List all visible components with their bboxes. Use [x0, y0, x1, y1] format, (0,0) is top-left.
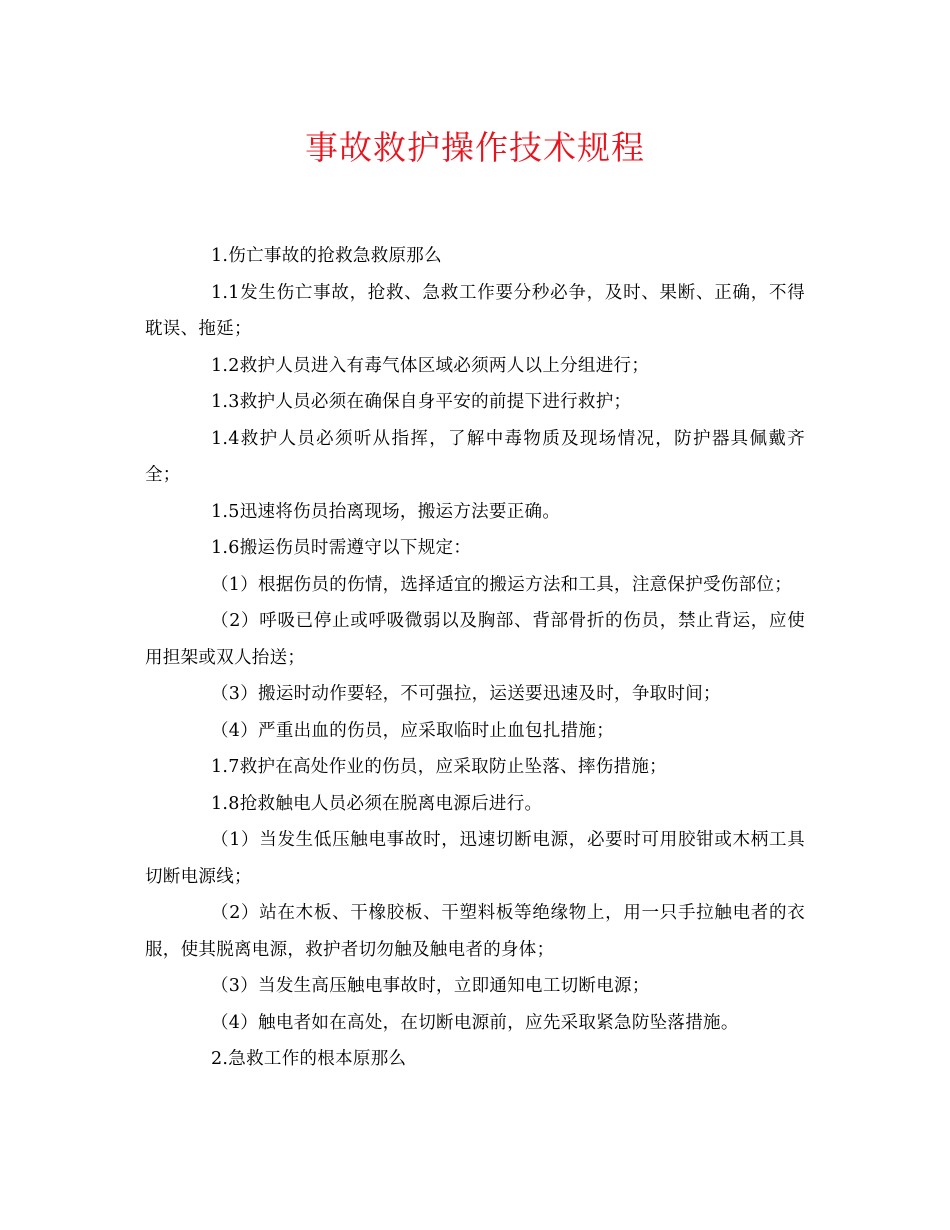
document-title: 事故救护操作技术规程	[305, 128, 645, 167]
paragraph: （1）当发生低压触电事故时，迅速切断电源，必要时可用胶钳或木柄工具切断电源线；	[145, 830, 805, 887]
paragraph: 1.6搬运伤员时需遵守以下规定：	[211, 538, 472, 558]
paragraph: 1.3救护人员必须在确保自身平安的前提下进行救护；	[211, 392, 632, 412]
paragraph: 1.8抢救触电人员必须在脱离电源后进行。	[211, 793, 543, 814]
paragraph: （2）呼吸已停止或呼吸微弱以及胸部、背部骨折的伤员，禁止背运，应使用担架或双人抬送；	[145, 611, 805, 668]
paragraph: 1.伤亡事故的抢救急救原那么	[211, 246, 442, 266]
paragraph: （2）站在木板、干橡胶板、干塑料板等绝缘物上，用一只手拉触电者的衣服，使其脱离电源，救护者切勿触及触电者的身体；	[145, 903, 805, 960]
paragraph: 1.1发生伤亡事故，抢救、急救工作要分秒必争，及时、果断、正确，不得耽误、拖延；	[145, 282, 805, 339]
paragraph: （4）触电者如在高处，在切断电源前，应先采取紧急防坠落措施。	[211, 1012, 739, 1033]
paragraph: 2.急救工作的根本原那么	[211, 1049, 407, 1069]
paragraph: （4）严重出血的伤员，应采取临时止血包扎措施；	[211, 720, 615, 741]
paragraph: 1.4救护人员必须听从指挥，了解中毒物质及现场情况，防护器具佩戴齐全；	[145, 428, 805, 485]
document-body	[145, 238, 805, 1078]
paragraph: （3）当发生高压触电事故时，立即通知电工切断电源；	[211, 976, 650, 996]
paragraph: 1.5迅速将伤员抬离现场，搬运方法要正确。	[211, 501, 561, 522]
paragraph: 1.7救护在高处作业的伤员，应采取防止坠落、摔伤措施；	[211, 757, 667, 777]
paragraph: 1.2救护人员进入有毒气体区域必须两人以上分组进行；	[211, 355, 650, 376]
paragraph: （3）搬运时动作要轻，不可强拉，运送要迅速及时，争取时间；	[211, 684, 721, 704]
paragraph: （1）根据伤员的伤情，选择适宜的搬运方法和工具，注意保护受伤部位；	[211, 574, 793, 595]
